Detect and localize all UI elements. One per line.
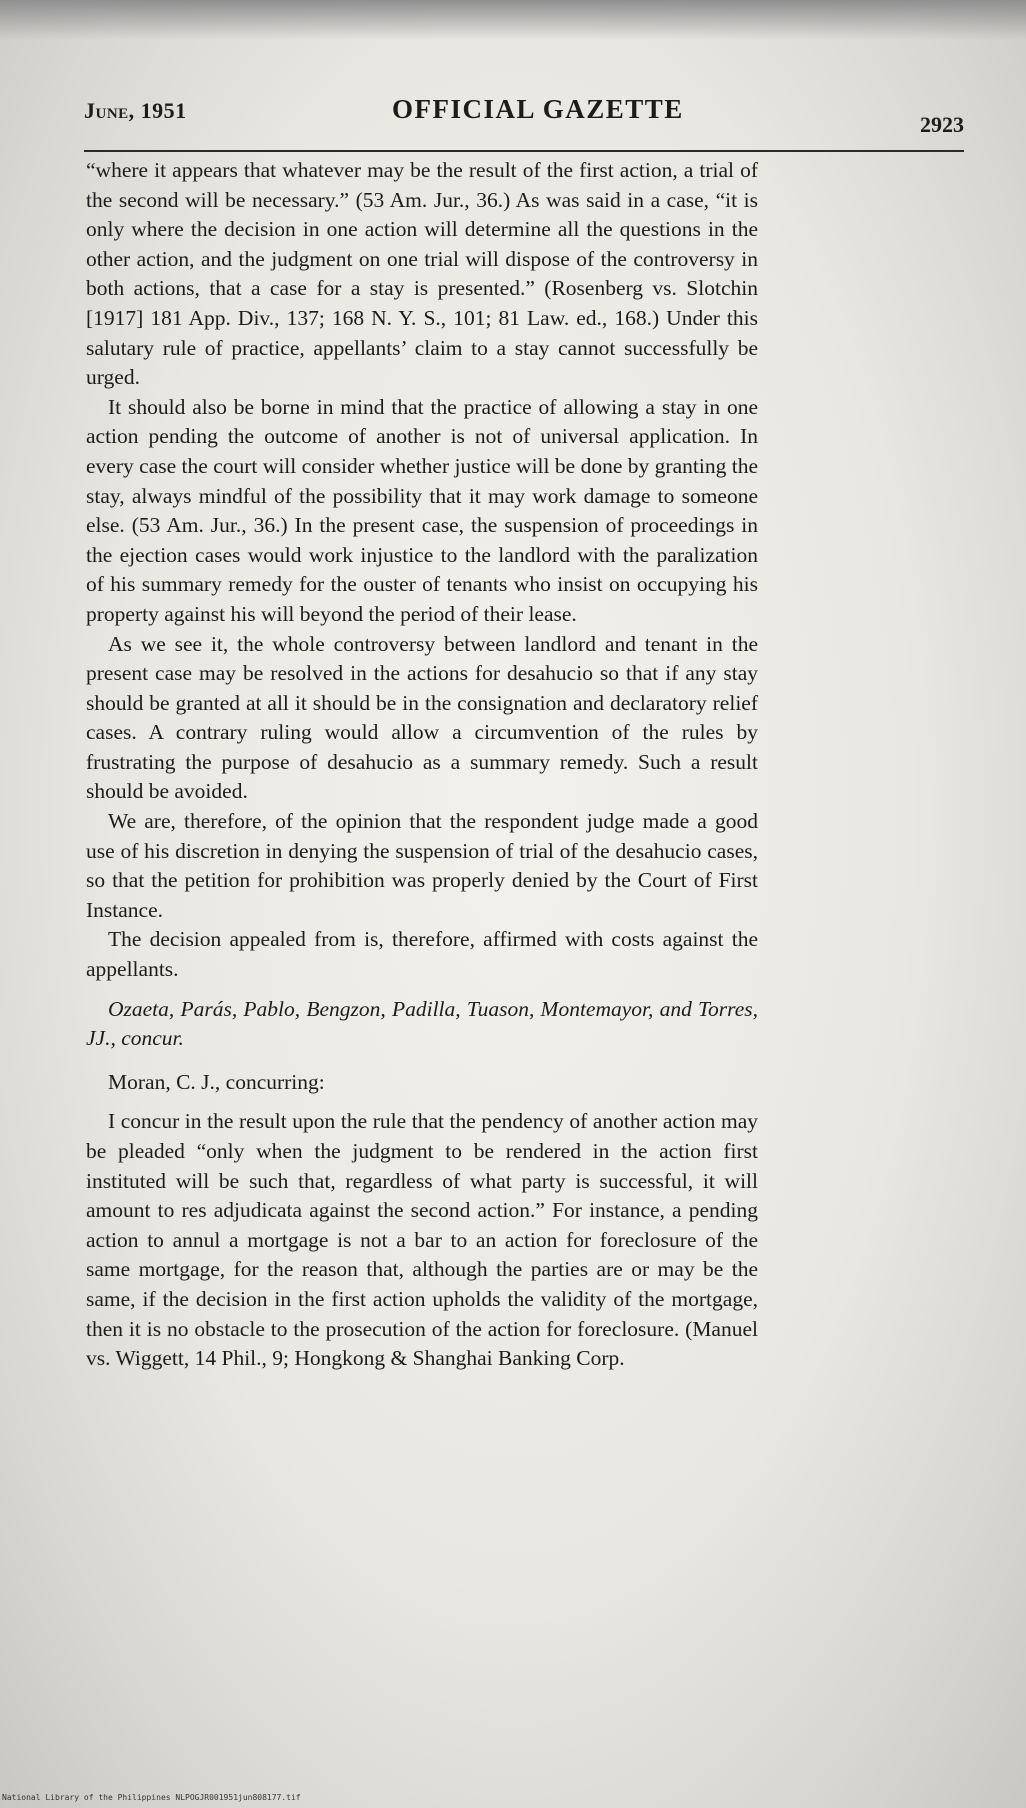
scan-footer: National Library of the Philippines NLPOGJR001951jun808177.tif: [2, 1793, 301, 1802]
paragraph: “where it appears that whatever may be the result of the first action, a trial of the second will be necessary.” (53 Am. Jur., 36.) As was said in a case, “it is only where the decision in one action will determine all the questions in the other action, and the judgment on one trial will dispose of the controversy in both actions, that a case for a stay is presented.” (Rosenberg vs. Slotchin [1917] 181 App. Div., 137; 168 N. Y. S., 101; 81 Law. ed., 168.) Under this salutary rule of practice, appellants’ claim to a stay cannot successfully be urged.: [86, 158, 758, 390]
page-body: [86, 156, 758, 1374]
paragraph: It should also be borne in mind that the practice of allowing a stay in one action pending the outcome of another is not of universal application. In every case the court will consider whether justice will be done by granting the stay, always mindful of the possibility that it may work damage to someone else. (53 Am. Jur., 36.) In the present case, the suspension of proceedings in the ejection cases would work injustice to the landlord with the paralization of his summary remedy for the ouster of tenants who insist on occupying his property against his will beyond the period of their lease.: [86, 394, 758, 626]
page-header: [84, 94, 964, 144]
concurring-opinion-heading: Moran, C. J., concurring:: [108, 1069, 325, 1094]
concurring-justices: Ozaeta, Parás, Pablo, Bengzon, Padilla, Tuason, Montemayor, and Torres, JJ., concur.: [86, 996, 758, 1051]
header-date: June, 1951: [84, 98, 187, 123]
paragraph: We are, therefore, of the opinion that the respondent judge made a good use of his discretion in denying the suspension of trial of the desahucio cases, so that the petition for prohibition was properly denied by the Court of First Instance.: [86, 809, 758, 922]
header-page-number: 2923: [920, 112, 964, 137]
paragraph: As we see it, the whole controversy between landlord and tenant in the present case may be resolved in the actions for desahucio so that if any stay should be granted at all it should be in the consignation and declaratory relief cases. A contrary ruling would allow a circumvention of the rules by frustrating the purpose of desahucio as a summary remedy. Such a result should be avoided.: [86, 631, 758, 804]
header-rule: [84, 150, 964, 152]
paragraph: The decision appealed from is, therefore, affirmed with costs against the appellants.: [86, 927, 758, 982]
concurring-opinion-paragraph: I concur in the result upon the rule that the pendency of another action may be pleaded “only when the judgment to be rendered in the action first instituted will be such that, regardless of what party is successful, it will amount to res adjudicata against the second action.” For instance, a pending action to annul a mortgage is not a bar to an action for foreclosure of the same mortgage, for the reason that, although the parties are or may be the same, if the decision in the first action upholds the validity of the mortgage, then it is no obstacle to the prosecution of the action for foreclosure. (Manuel vs. Wiggett, 14 Phil., 9; Hongkong & Shanghai Banking Corp.: [86, 1109, 758, 1371]
header-title: OFFICIAL GAZETTE: [392, 94, 684, 124]
scan-edge-shadow: [0, 0, 1026, 40]
